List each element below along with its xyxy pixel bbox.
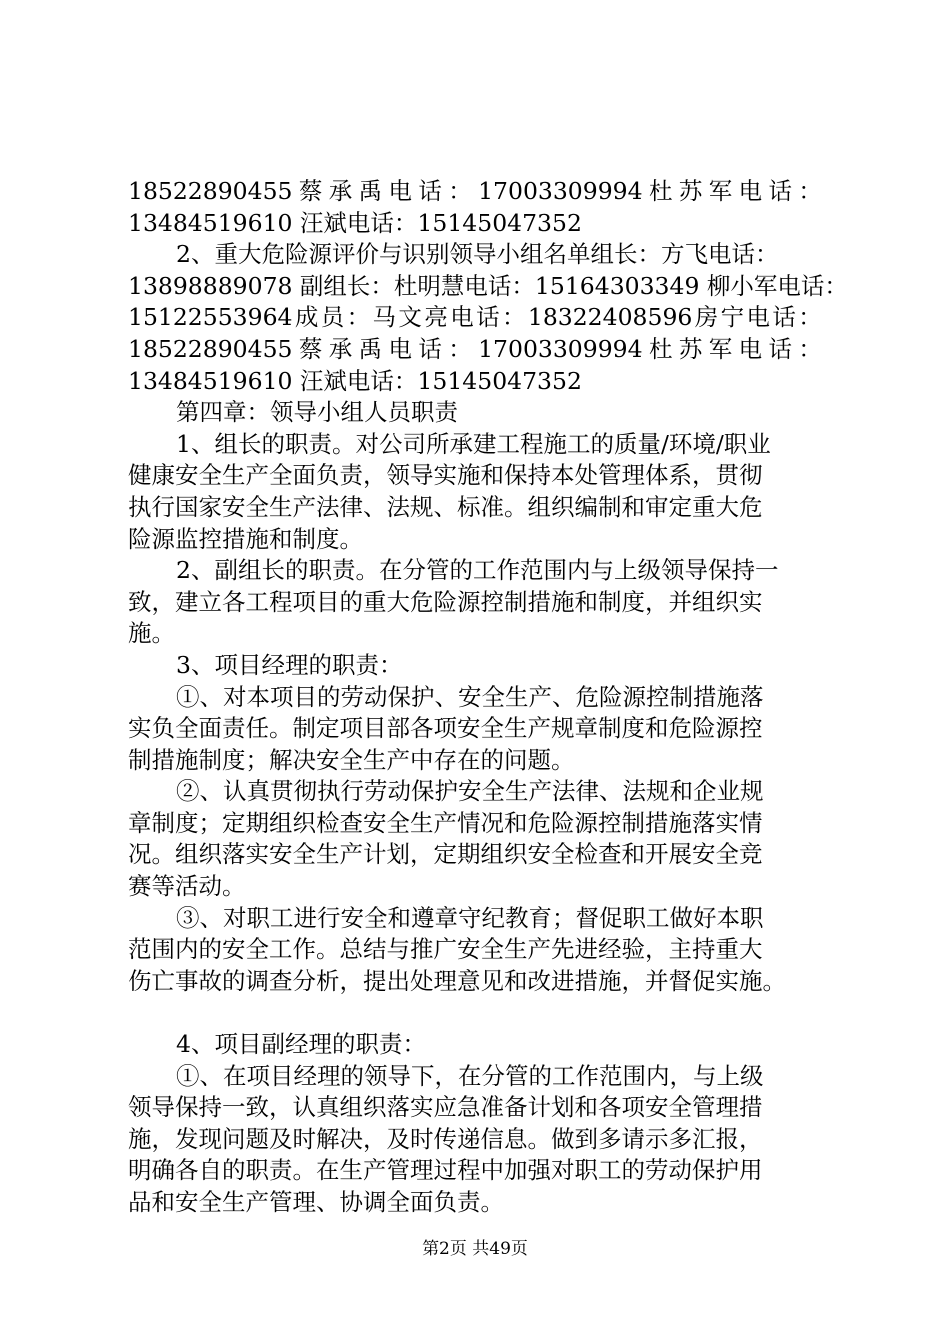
text-token: 蔡 [298, 177, 323, 205]
text-token: 禹 [358, 177, 383, 205]
text-token: 18522890455 [128, 177, 293, 205]
text-token: 马 [372, 303, 397, 332]
text-token: ： [798, 177, 822, 205]
text-token: 蔡 [298, 334, 323, 363]
paragraph-line: 险源监控措施和制度。 [128, 524, 363, 553]
paragraph-line: 明确各自的职责。在生产管理过程中加强对职工的劳动保护用 [128, 1156, 763, 1185]
text-token: 话 [418, 177, 442, 205]
text-token: 军 [708, 177, 733, 205]
paragraph-line: 制措施制度；解决安全生产中存在的问题。 [128, 745, 575, 774]
text-token: 话 [768, 177, 792, 205]
text-token: 话 [476, 303, 500, 332]
text-token: 17003309994 [478, 334, 643, 363]
paragraph-line: 实负全面责任。制定项目部各项安全生产规章制度和危险源控 [128, 714, 763, 743]
blank-line [128, 997, 822, 1029]
text-token: ： [501, 303, 526, 332]
paragraph-line: 况。组织落实安全生产计划，定期组织安全检查和开展安全竞 [128, 840, 763, 869]
page-footer: 第2页 共49页 [422, 1239, 528, 1259]
section-heading: 4、项目副经理的职责： [176, 1030, 426, 1059]
document-body [128, 176, 848, 1219]
text-token: 文 [398, 303, 422, 332]
text-token: 电 [450, 303, 474, 332]
text-token: ： [448, 334, 472, 363]
contact-line-6: 13484519610 汪斌电话：15145047352 [128, 366, 582, 395]
paragraph-line: 领导保持一致，认真组织落实应急准备计划和各项安全管理措 [128, 1093, 763, 1122]
text-token: 话 [772, 303, 796, 332]
text-token: 军 [708, 334, 733, 363]
paragraph-line: 施，发现问题及时解决，及时传递信息。做到多请示多汇报， [128, 1124, 763, 1153]
paragraph-line: ①、在项目经理的领导下，在分管的工作范围内，与上级 [176, 1061, 764, 1090]
text-token: 承 [328, 177, 353, 205]
paragraph-line: 章制度；定期组织检查安全生产情况和危险源控制措施落实情 [128, 808, 763, 837]
text-token: ： [798, 303, 822, 332]
section-heading: 3、项目经理的职责： [176, 650, 403, 679]
text-token: 话 [418, 334, 442, 363]
contact-line-4 [128, 302, 822, 334]
chapter-heading: 第四章：领导小组人员职责 [176, 398, 458, 427]
text-token: 杜 [648, 334, 673, 363]
paragraph-line: 健康安全生产全面负责，领导实施和保持本处管理体系，贯彻 [128, 461, 763, 490]
paragraph-line: 施。 [128, 619, 175, 648]
text-token: 房 [694, 303, 719, 332]
text-token: 电 [388, 334, 412, 363]
text-token: 成 [294, 303, 319, 332]
text-token: ： [448, 177, 472, 205]
list-item-2-heading: 2、重大危险源评价与识别领导小组名单组长：方飞电话： [176, 240, 779, 269]
paragraph-line: 范围内的安全工作。总结与推广安全生产先进经验，主持重大 [128, 935, 763, 964]
paragraph-line: 执行国家安全生产法律、法规、标准。组织编制和审定重大危 [128, 492, 763, 521]
text-token: 杜 [648, 177, 673, 205]
paragraph-line: 品和安全生产管理、协调全面负责。 [128, 1188, 504, 1216]
text-token: 电 [738, 177, 763, 205]
paragraph-line: 赛等活动。 [128, 872, 246, 901]
text-token: 话 [768, 334, 792, 363]
text-token: 承 [328, 334, 353, 363]
paragraph-line: 1、组长的职责。对公司所承建工程施工的质量/环境/职业 [176, 429, 771, 458]
text-token: 员 [320, 303, 345, 332]
text-token: ： [346, 303, 371, 332]
text-token: 苏 [678, 334, 703, 363]
text-token: 苏 [678, 177, 703, 205]
text-token: 18522890455 [128, 334, 293, 363]
contact-line-1 [128, 176, 822, 208]
paragraph-line: 伤亡事故的调查分析，提出处理意见和改进措施，并督促实施。 [128, 966, 786, 995]
contact-line-5 [128, 334, 822, 366]
paragraph-line: 致，建立各工程项目的重大危险源控制措施和制度，并组织实 [128, 587, 763, 616]
paragraph-line: ③、对职工进行安全和遵章守纪教育；督促职工做好本职 [176, 903, 764, 932]
text-token: 亮 [424, 303, 448, 332]
text-token: 禹 [358, 334, 383, 363]
paragraph-line: ①、对本项目的劳动保护、安全生产、危险源控制措施落 [176, 682, 764, 711]
text-token: 17003309994 [478, 177, 643, 205]
paragraph-line: 2、副组长的职责。在分管的工作范围内与上级领导保持一 [176, 556, 779, 585]
text-token: 15122553964 [128, 303, 293, 332]
paragraph-line: ②、认真贯彻执行劳动保护安全生产法律、法规和企业规 [176, 777, 764, 806]
text-token: 电 [738, 334, 763, 363]
contact-line-3: 13898889078 副组长：杜明慧电话：15164303349 柳小军电话： [128, 271, 848, 300]
text-token: ： [798, 334, 822, 363]
contact-line-2: 13484519610 汪斌电话：15145047352 [128, 208, 582, 237]
text-token: 宁 [720, 303, 745, 332]
text-token: 电 [746, 303, 771, 332]
text-token: 18322408596 [527, 303, 693, 332]
text-token: 电 [388, 177, 412, 205]
